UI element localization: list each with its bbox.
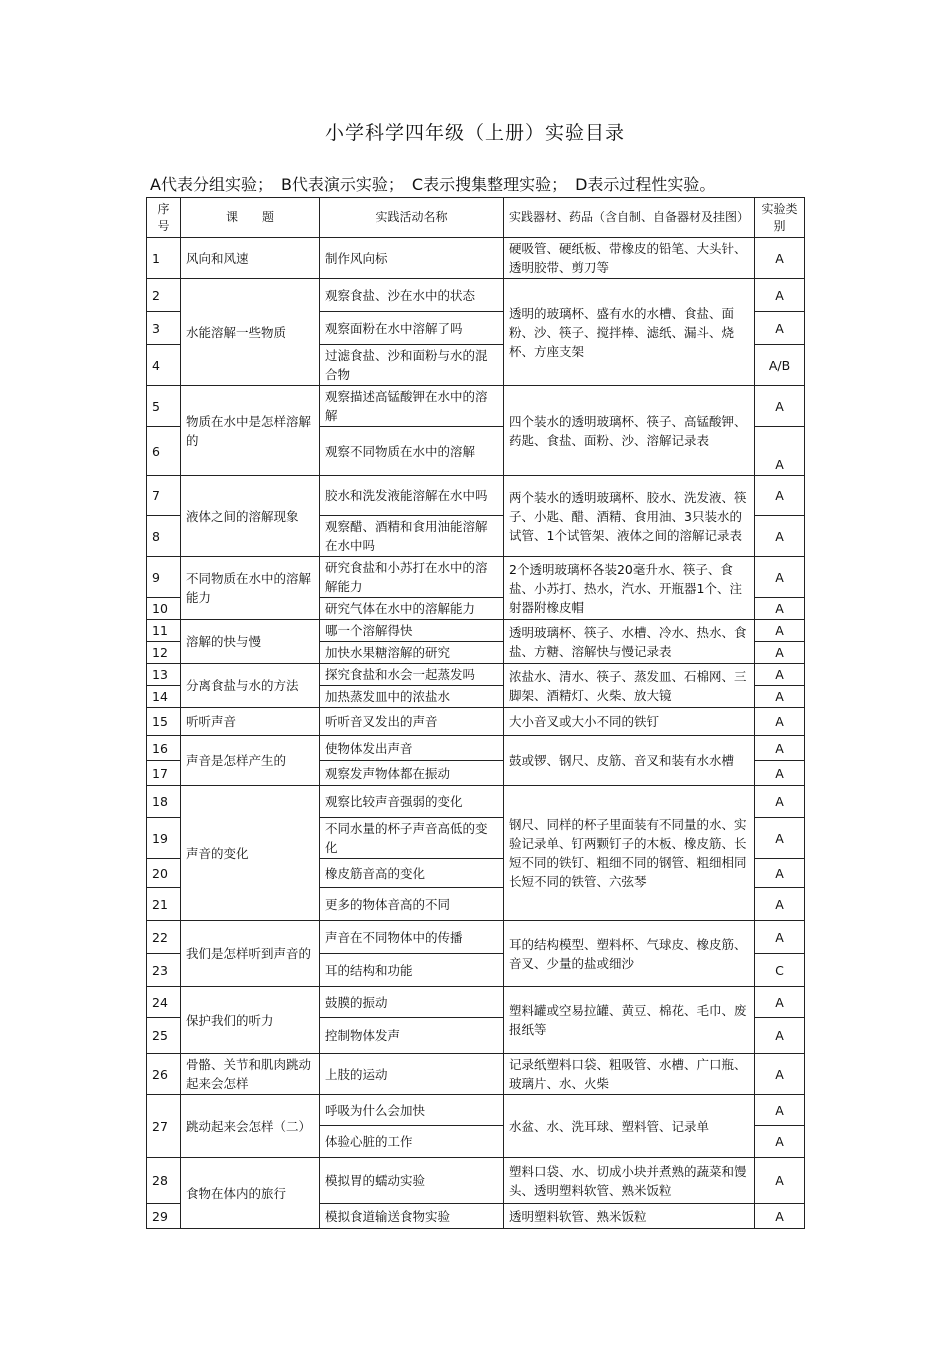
row-type: A <box>755 664 805 686</box>
row-type: A <box>755 620 805 642</box>
row-activity: 使物体发出声音 <box>320 736 504 761</box>
row-type: A <box>755 476 805 516</box>
row-topic: 物质在水中是怎样溶解的 <box>181 386 320 476</box>
row-topic: 风向和风速 <box>181 238 320 279</box>
row-activity: 不同水量的杯子声音高低的变化 <box>320 818 504 859</box>
row-materials: 塑料口袋、水、切成小块并煮熟的蔬菜和馒头、透明塑料软管、熟米饭粒 <box>504 1158 755 1204</box>
row-no: 17 <box>147 761 181 786</box>
row-type: A <box>755 642 805 664</box>
table-row <box>147 921 805 954</box>
row-activity: 上肢的运动 <box>320 1054 504 1095</box>
row-materials: 钢尺、同样的杯子里面装有不同量的水、实验记录单、钉两颗钉子的木板、橡皮筋、长短不同的铁钉、粗细不同的钢管、粗细相同长短不同的铁管、六弦琴 <box>504 786 755 921</box>
row-topic: 我们是怎样听到声音的 <box>181 921 320 987</box>
row-type: A <box>755 1204 805 1229</box>
experiment-table <box>146 197 805 1229</box>
row-materials: 硬吸管、硬纸板、带橡皮的铅笔、大头针、透明胶带、剪刀等 <box>504 238 755 279</box>
table-row <box>147 664 805 686</box>
row-no: 25 <box>147 1018 181 1054</box>
row-activity: 哪一个溶解得快 <box>320 620 504 642</box>
row-no: 15 <box>147 708 181 736</box>
row-activity: 呼吸为什么会加快 <box>320 1095 504 1126</box>
row-type: A <box>755 516 805 557</box>
row-activity: 体验心脏的工作 <box>320 1126 504 1158</box>
row-type: A <box>755 1095 805 1126</box>
table-row <box>147 786 805 818</box>
table-row <box>147 1158 805 1204</box>
header-materials: 实践器材、药品（含自制、自备器材及挂图） <box>504 198 755 238</box>
row-topic: 不同物质在水中的溶解能力 <box>181 557 320 620</box>
row-topic: 食物在体内的旅行 <box>181 1158 320 1229</box>
header-no: 序号 <box>147 198 181 238</box>
row-no: 24 <box>147 987 181 1018</box>
header-activity: 实践活动名称 <box>320 198 504 238</box>
row-activity: 制作风向标 <box>320 238 504 279</box>
row-no: 12 <box>147 642 181 664</box>
row-activity: 加热蒸发皿中的浓盐水 <box>320 686 504 708</box>
row-topic: 保护我们的听力 <box>181 987 320 1054</box>
row-materials: 两个装水的透明玻璃杯、胶水、洗发液、筷子、小匙、醋、酒精、食用油、3只装水的试管、1个试管架、液体之间的溶解记录表 <box>504 476 755 557</box>
row-activity: 模拟食道输送食物实验 <box>320 1204 504 1229</box>
row-activity: 鼓膜的振动 <box>320 987 504 1018</box>
row-materials: 透明的玻璃杯、盛有水的水槽、食盐、面粉、沙、筷子、搅拌棒、滤纸、漏斗、烧杯、方座支架 <box>504 279 755 386</box>
row-no: 4 <box>147 345 181 386</box>
row-topic: 液体之间的溶解现象 <box>181 476 320 557</box>
row-topic: 声音是怎样产生的 <box>181 736 320 786</box>
row-no: 5 <box>147 386 181 427</box>
row-type: A <box>755 557 805 598</box>
row-no: 11 <box>147 620 181 642</box>
row-type: A <box>755 279 805 312</box>
row-materials: 大小音叉或大小不同的铁钉 <box>504 708 755 736</box>
row-materials: 耳的结构模型、塑料杯、气球皮、橡皮筋、音叉、少量的盐或细沙 <box>504 921 755 987</box>
row-topic: 分离食盐与水的方法 <box>181 664 320 708</box>
row-type: A <box>755 1126 805 1158</box>
header-type: 实验类别 <box>755 198 805 238</box>
row-no: 29 <box>147 1204 181 1229</box>
table-row <box>147 987 805 1018</box>
row-materials: 记录纸塑料口袋、粗吸管、水槽、广口瓶、玻璃片、水、火柴 <box>504 1054 755 1095</box>
row-no: 1 <box>147 238 181 279</box>
row-no: 22 <box>147 921 181 954</box>
row-type: C <box>755 954 805 987</box>
legend-text: A代表分组实验； B代表演示实验； C表示搜集整理实验； D表示过程性实验。 <box>150 175 716 194</box>
row-type: A <box>755 708 805 736</box>
row-activity: 观察发声物体都在振动 <box>320 761 504 786</box>
row-activity: 观察不同物质在水中的溶解 <box>320 427 504 476</box>
row-type: A <box>755 736 805 761</box>
row-topic: 听听声音 <box>181 708 320 736</box>
row-no: 14 <box>147 686 181 708</box>
row-no: 19 <box>147 818 181 859</box>
row-type: A <box>755 987 805 1018</box>
row-topic: 跳动起来会怎样（二） <box>181 1095 320 1158</box>
row-materials: 透明玻璃杯、筷子、水槽、冷水、热水、食盐、方糖、溶解快与慢记录表 <box>504 620 755 664</box>
row-topic: 水能溶解一些物质 <box>181 279 320 386</box>
row-type: A <box>755 238 805 279</box>
row-no: 3 <box>147 312 181 345</box>
row-no: 6 <box>147 427 181 476</box>
row-type: A <box>755 888 805 921</box>
row-activity: 更多的物体音高的不同 <box>320 888 504 921</box>
row-no: 2 <box>147 279 181 312</box>
row-topic: 溶解的快与慢 <box>181 620 320 664</box>
row-materials: 水盆、水、洗耳球、塑料管、记录单 <box>504 1095 755 1158</box>
row-type: A <box>755 598 805 620</box>
row-type: A/B <box>755 345 805 386</box>
table-row <box>147 736 805 761</box>
row-activity: 观察描述高锰酸钾在水中的溶解 <box>320 386 504 427</box>
row-activity: 胶水和洗发液能溶解在水中吗 <box>320 476 504 516</box>
row-no: 23 <box>147 954 181 987</box>
row-activity: 探究食盐和水会一起蒸发吗 <box>320 664 504 686</box>
row-activity: 研究食盐和小苏打在水中的溶解能力 <box>320 557 504 598</box>
row-activity: 模拟胃的蠕动实验 <box>320 1158 504 1204</box>
row-activity: 观察醋、酒精和食用油能溶解在水中吗 <box>320 516 504 557</box>
row-no: 9 <box>147 557 181 598</box>
row-no: 27 <box>147 1095 181 1158</box>
table-row <box>147 708 805 736</box>
row-no: 8 <box>147 516 181 557</box>
row-activity: 研究气体在水中的溶解能力 <box>320 598 504 620</box>
row-activity: 加快水果糖溶解的研究 <box>320 642 504 664</box>
table-row <box>147 620 805 642</box>
row-no: 7 <box>147 476 181 516</box>
table-row <box>147 557 805 598</box>
row-type: A <box>755 312 805 345</box>
row-no: 10 <box>147 598 181 620</box>
row-no: 16 <box>147 736 181 761</box>
row-materials: 2个透明玻璃杯各装20毫升水、筷子、食盐、小苏打、热水，汽水、开瓶器1个、注射器附橡皮帽 <box>504 557 755 620</box>
page-title: 小学科学四年级（上册）实验目录 <box>324 122 625 144</box>
row-type: A <box>755 859 805 888</box>
table-row <box>147 476 805 516</box>
table-header-row <box>147 198 805 238</box>
row-materials: 透明塑料软管、熟米饭粒 <box>504 1204 755 1229</box>
row-no: 28 <box>147 1158 181 1204</box>
table-row <box>147 386 805 427</box>
row-activity: 过滤食盐、沙和面粉与水的混合物 <box>320 345 504 386</box>
row-activity: 观察食盐、沙在水中的状态 <box>320 279 504 312</box>
row-no: 26 <box>147 1054 181 1095</box>
row-type: A <box>755 786 805 818</box>
table-row <box>147 1054 805 1095</box>
row-topic: 声音的变化 <box>181 786 320 921</box>
row-type: A <box>755 386 805 427</box>
table-row <box>147 238 805 279</box>
row-type: A <box>755 427 805 476</box>
row-materials: 四个装水的透明玻璃杯、筷子、高锰酸钾、药匙、食盐、面粉、沙、溶解记录表 <box>504 386 755 476</box>
row-no: 21 <box>147 888 181 921</box>
row-materials: 塑料罐或空易拉罐、黄豆、棉花、毛巾、废报纸等 <box>504 987 755 1054</box>
row-type: A <box>755 1054 805 1095</box>
row-activity: 耳的结构和功能 <box>320 954 504 987</box>
row-activity: 观察面粉在水中溶解了吗 <box>320 312 504 345</box>
row-topic: 骨骼、关节和肌肉跳动起来会怎样 <box>181 1054 320 1095</box>
row-activity: 声音在不同物体中的传播 <box>320 921 504 954</box>
row-type: A <box>755 761 805 786</box>
table-row <box>147 1095 805 1126</box>
row-activity: 观察比较声音强弱的变化 <box>320 786 504 818</box>
row-no: 18 <box>147 786 181 818</box>
row-type: A <box>755 686 805 708</box>
row-no: 20 <box>147 859 181 888</box>
row-type: A <box>755 818 805 859</box>
row-type: A <box>755 1018 805 1054</box>
table-row <box>147 279 805 312</box>
row-type: A <box>755 1158 805 1204</box>
header-topic: 课 题 <box>181 198 320 238</box>
row-activity: 橡皮筋音高的变化 <box>320 859 504 888</box>
row-materials: 鼓或锣、钢尺、皮筋、音叉和装有水水槽 <box>504 736 755 786</box>
row-activity: 控制物体发声 <box>320 1018 504 1054</box>
row-no: 13 <box>147 664 181 686</box>
row-materials: 浓盐水、清水、筷子、蒸发皿、石棉网、三脚架、酒精灯、火柴、放大镜 <box>504 664 755 708</box>
row-type: A <box>755 921 805 954</box>
row-activity: 听听音叉发出的声音 <box>320 708 504 736</box>
